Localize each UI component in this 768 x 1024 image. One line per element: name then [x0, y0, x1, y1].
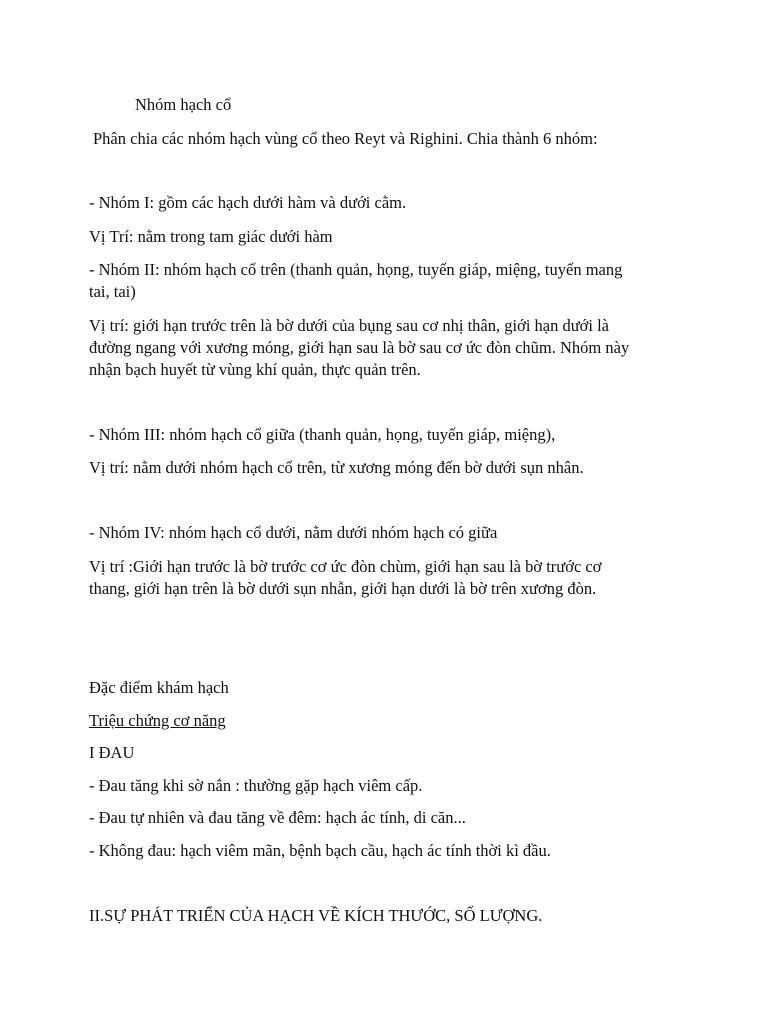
- pain-item-3: - Không đau: hạch viêm mãn, bệnh bạch cầu, hạch ác tính thời kì đầu.: [89, 841, 551, 860]
- group-2-position-line-2: đường ngang với xương móng, giới hạn sau là bờ sau cơ ức đòn chũm. Nhóm này: [89, 338, 630, 357]
- group-1-heading: - Nhóm I: gồm các hạch dưới hàm và dưới cằm.: [89, 193, 407, 212]
- group-4-heading: - Nhóm IV: nhóm hạch cổ dưới, nằm dưới nhóm hạch có giữa: [89, 523, 498, 542]
- intro-paragraph: Phân chia các nhóm hạch vùng cổ theo Reyt và Righini. Chia thành 6 nhóm:: [93, 129, 598, 148]
- pain-heading: I ĐAU: [89, 743, 135, 762]
- section-2-heading: II.SỰ PHÁT TRIỂN CỦA HẠCH VỀ KÍCH THƯỚC, SỐ LƯỢNG.: [89, 906, 543, 925]
- group-3-position: Vị trí: nằm dưới nhóm hạch cổ trên, từ xương móng đến bờ dưới sụn nhân.: [89, 458, 584, 477]
- symptoms-heading: Triệu chứng cơ năng: [89, 711, 226, 730]
- group-4-position-line-1: Vị trí :Giới hạn trước là bờ trước cơ ức đòn chùm, giới hạn sau là bờ trước cơ: [89, 557, 602, 576]
- document-title: Nhóm hạch cổ: [135, 95, 232, 114]
- group-2-position-line-3: nhận bạch huyết từ vùng khí quản, thực quản trên.: [89, 360, 421, 379]
- group-3-heading: - Nhóm III: nhóm hạch cổ giữa (thanh quản, họng, tuyến giáp, miệng),: [89, 425, 556, 444]
- group-2-position-line-1: Vị trí: giới hạn trước trên là bờ dưới của bụng sau cơ nhị thân, giới hạn dưới là: [89, 316, 610, 335]
- pain-item-1: - Đau tăng khi sờ nắn : thường gặp hạch viêm cấp.: [89, 776, 423, 795]
- pain-item-2: - Đau tự nhiên và đau tăng về đêm: hạch ác tính, di căn...: [89, 808, 466, 827]
- group-2-heading-line-1: - Nhóm II: nhóm hạch cổ trên (thanh quản, họng, tuyến giáp, miệng, tuyến mang: [89, 260, 623, 279]
- group-4-position-line-2: thang, giới hạn trên là bờ dưới sụn nhẫn, giới hạn dưới là bờ trên xương đòn.: [89, 579, 597, 598]
- group-1-position: Vị Trí: nằm trong tam giác dưới hàm: [89, 227, 333, 246]
- group-2-heading-line-2: tai, tai): [89, 282, 136, 301]
- exam-heading: Đặc điểm khám hạch: [89, 678, 229, 697]
